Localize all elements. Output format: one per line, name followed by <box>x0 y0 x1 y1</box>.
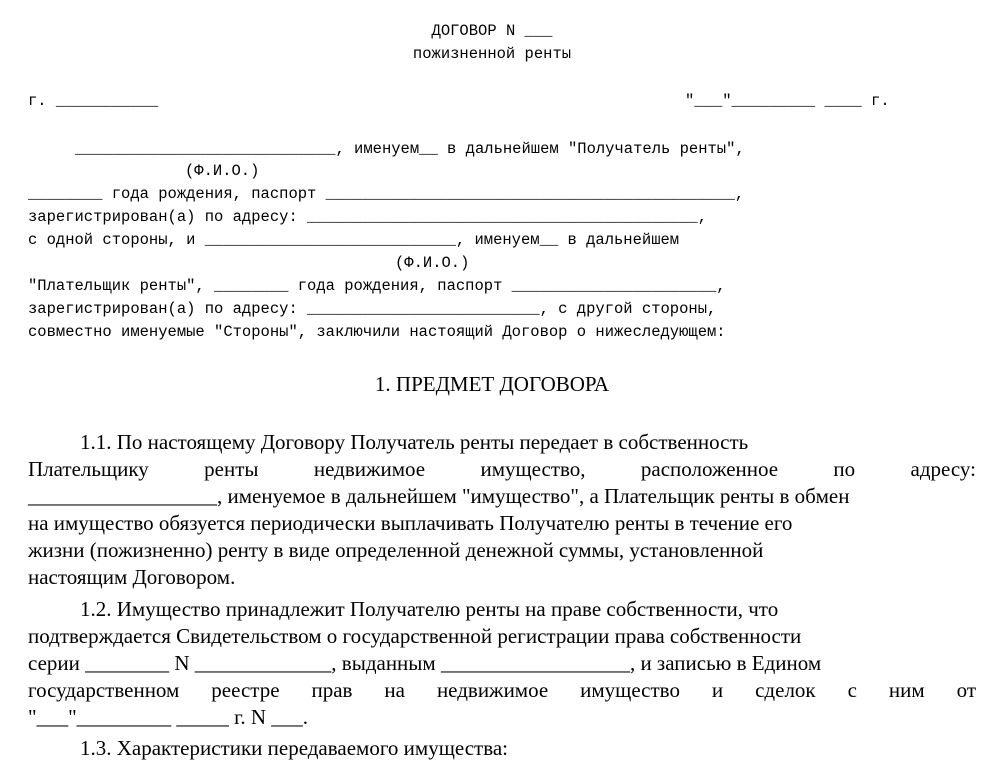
contract-subtitle: пожизненной ренты <box>412 45 572 63</box>
clause-1-1-line-2: Плательщику ренты недвижимое имущество, расположенное по адресу: <box>28 457 976 481</box>
clause-1-2-line-3: серии ________ N _____________, выданным __________________, и записью в Едином <box>28 651 822 675</box>
payer-line: с одной стороны, и ___________________________, именуем__ в дальнейшем <box>28 231 680 249</box>
clause-1-1-line-1: 1.1. По настоящему Договору Получатель ренты передает в собственность <box>80 430 749 454</box>
recipient-address-line: зарегистрирован(а) по адресу: __________________________________________, <box>28 208 708 226</box>
clause-1-2-line-1: 1.2. Имущество принадлежит Получателю ренты на праве собственности, что <box>80 597 779 621</box>
clause-1-1-line-3: __________________, именуемое в дальнейшем "имущество", а Плательщик ренты в обмен <box>28 484 850 508</box>
payer-fio-hint: (Ф.И.О.) <box>395 254 470 272</box>
clause-1-2-line-2: подтверждается Свидетельством о государственной регистрации права собственности <box>28 624 802 648</box>
recipient-fio-hint: (Ф.И.О.) <box>185 162 260 180</box>
parties-statement-line: совместно именуемые "Стороны", заключили настоящий Договор о нижеследующем: <box>28 323 726 341</box>
payer-birth-passport-line: "Плательщик ренты", ________ года рождения, паспорт ______________________, <box>28 277 726 295</box>
section-heading: 1. ПРЕДМЕТ ДОГОВОРА <box>374 372 610 396</box>
clause-1-3-line-1: 1.3. Характеристики передаваемого имущества: <box>80 736 508 760</box>
payer-address-line: зарегистрирован(а) по адресу: _________________________, с другой стороны, <box>28 300 717 318</box>
recipient-birth-passport-line: ________ года рождения, паспорт ____________________________________________, <box>28 185 745 203</box>
date-line: "___"_________ ____ г. <box>685 92 890 110</box>
clause-1-1-line-4: на имущество обязуется периодически выплачивать Получателю ренты в течение его <box>28 511 793 535</box>
clause-1-1-line-6: настоящим Договором. <box>28 565 236 589</box>
contract-title: ДОГОВОР N ___ <box>431 22 553 40</box>
clause-1-2-line-5: "___"_________ _____ г. N ___. <box>28 705 309 729</box>
clause-1-1-line-5: жизни (пожизненно) ренту в виде определенной денежной суммы, установленной <box>28 538 764 562</box>
clause-1-2-line-4: государственном реестре прав на недвижимое имущество и сделок с ним от <box>28 678 976 702</box>
recipient-line: ____________________________, именуем__ в дальнейшем "Получатель ренты", <box>75 140 745 158</box>
city-line: г. ___________ <box>28 92 159 110</box>
